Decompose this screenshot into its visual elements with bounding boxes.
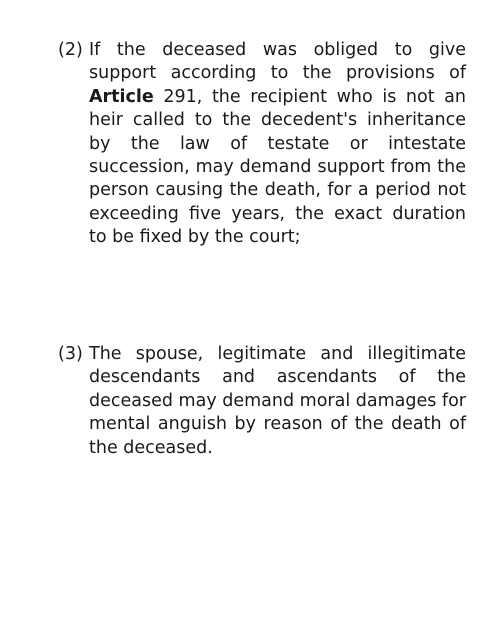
- paragraph-2: [58, 39, 466, 250]
- paragraph-text-before: If the deceased was obliged to give support according to the provisions of: [89, 40, 466, 84]
- paragraph-3: [58, 343, 466, 460]
- article-reference: Article: [89, 86, 154, 107]
- paragraph-text: The spouse, legitimate and illegitimate descendants and ascendants of the deceased may demand moral damages for mental anguish by reason of the death of the deceased.: [89, 344, 466, 458]
- paragraph-number: (3): [58, 344, 83, 364]
- paragraph-text-after: 291, the recipient who is not an heir called to the decedent's inheritance by the law of testate or intestate succession, may demand support from the person causing the death, for a period not exceeding five years, the exact duration to be fixed by the court;: [89, 86, 466, 248]
- paragraph-number: (2): [58, 40, 83, 60]
- paragraph-text: [89, 39, 466, 250]
